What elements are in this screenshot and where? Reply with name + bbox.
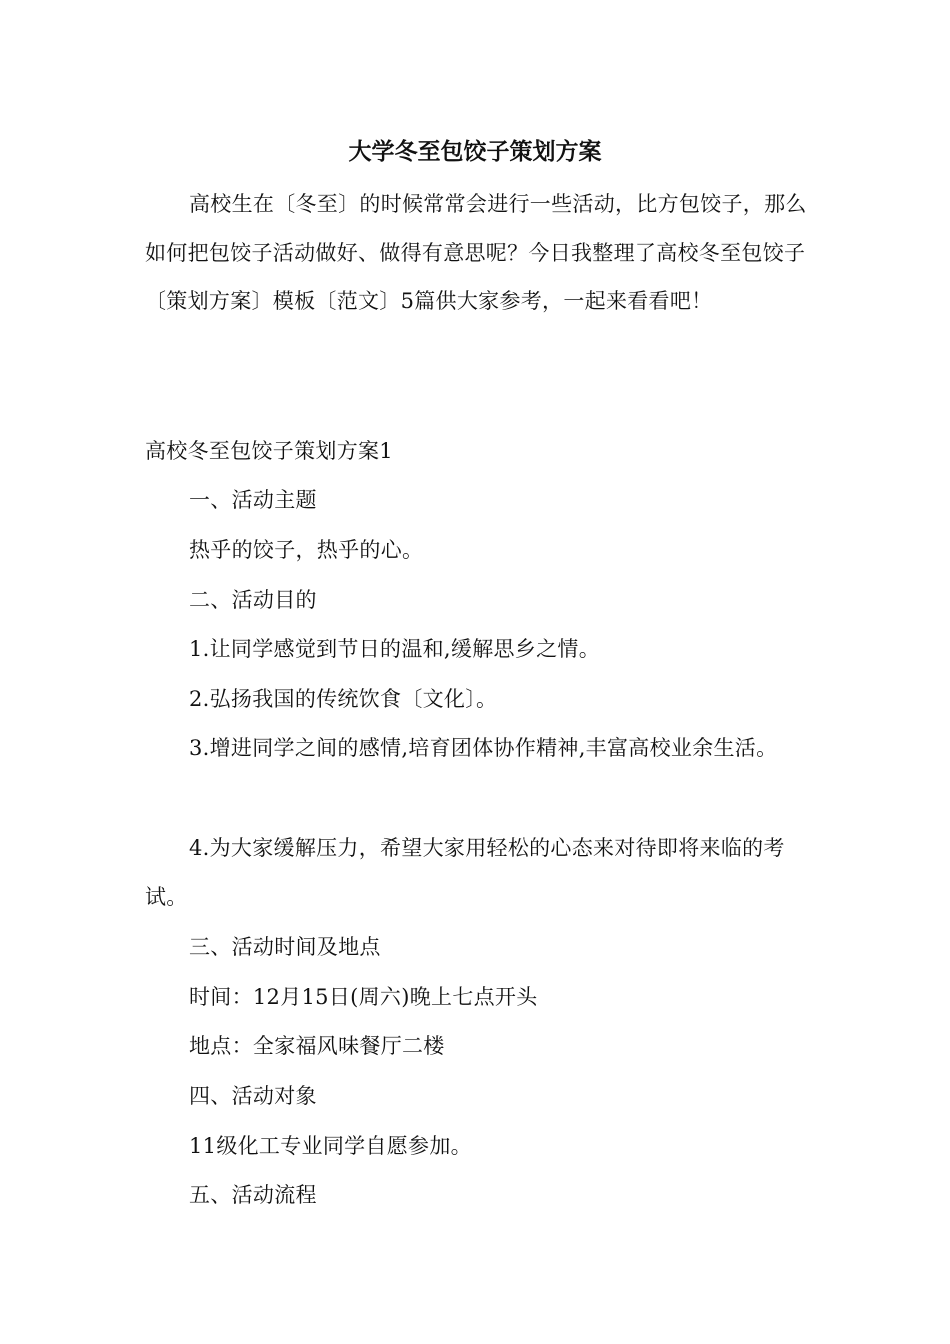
- heading-time-location: 三、活动时间及地点: [189, 935, 381, 959]
- heading-activity-theme: 一、活动主题: [189, 488, 317, 512]
- section-title: 高校冬至包饺子策划方案1: [145, 439, 393, 463]
- time-text: 时间：12月15日(周六)晚上七点开头: [189, 985, 538, 1009]
- document-title: 大学冬至包饺子策划方案: [348, 138, 602, 165]
- purpose-item-4: 4.为大家缓解压力，希望大家用轻松的心态来对待即将来临的考试。: [145, 836, 785, 909]
- activity-theme-text: 热乎的饺子，热乎的心。: [189, 538, 424, 562]
- purpose-item-2: 2.弘扬我国的传统饮食〔文化〕。: [189, 687, 498, 711]
- heading-audience: 四、活动对象: [189, 1084, 317, 1108]
- audience-text: 11级化工专业同学自愿参加。: [189, 1134, 472, 1158]
- intro-paragraph: 高校生在〔冬至〕的时候常常会进行一些活动，比方包饺子，那么如何把包饺子活动做好、做得有意思呢？今日我整理了高校冬至包饺子〔策划方案〕模板〔范文〕5篇供大家参考，一起来看看吧！: [145, 192, 807, 313]
- purpose-item-1: 1.让同学感觉到节日的温和,缓解思乡之情。: [189, 637, 601, 661]
- heading-process: 五、活动流程: [189, 1183, 317, 1207]
- location-text: 地点：全家福风味餐厅二楼: [189, 1034, 445, 1058]
- heading-activity-purpose: 二、活动目的: [189, 588, 317, 612]
- purpose-item-3: 3.增进同学之间的感情,培育团体协作精神,丰富高校业余生活。: [189, 736, 778, 760]
